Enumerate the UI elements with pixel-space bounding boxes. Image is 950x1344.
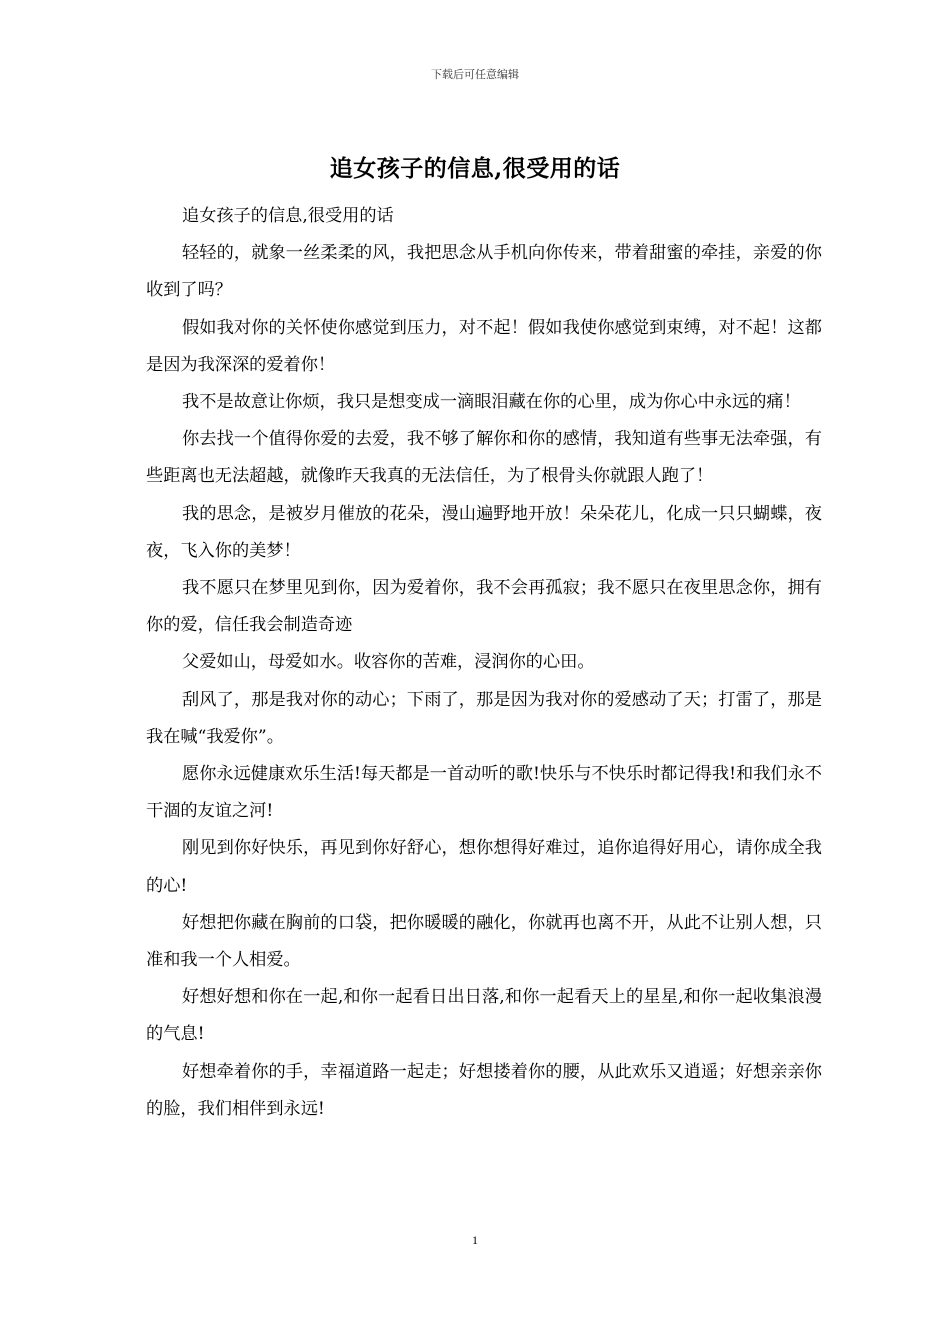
paragraph: 刮风了，那是我对你的动心；下雨了，那是因为我对你的爱感动了天；打雷了，那是我在喊“我爱你”。 xyxy=(146,689,822,747)
document-title: 追女孩子的信息,很受用的话 xyxy=(329,155,621,182)
paragraph: 好想好想和你在一起,和你一起看日出日落,和你一起看天上的星星,和你一起收集浪漫的气息! xyxy=(146,987,822,1045)
paragraph: 我不是故意让你烦，我只是想变成一滴眼泪藏在你的心里，成为你心中永远的痛！ xyxy=(182,392,801,413)
paragraph: 我不愿只在梦里见到你，因为爱着你，我不会再孤寂；我不愿只在夜里思念你，拥有你的爱，信任我会制造奇迹 xyxy=(146,578,822,636)
paragraph: 你去找一个值得你爱的去爱，我不够了解你和你的感情，我知道有些事无法牵强，有些距离也无法超越，就像昨天我真的无法信任，为了根骨头你就跟人跑了！ xyxy=(146,429,822,487)
paragraph: 愿你永远健康欢乐生活!每天都是一首动听的歌!快乐与不快乐时都记得我!和我们永不干涸的友谊之河! xyxy=(146,764,822,822)
paragraph: 假如我对你的关怀使你感觉到压力，对不起！假如我使你感觉到束缚，对不起！这都是因为我深深的爱着你！ xyxy=(146,317,822,375)
page-number: 1 xyxy=(472,1233,478,1247)
paragraph: 轻轻的，就象一丝柔柔的风，我把思念从手机向你传来，带着甜蜜的牵挂，亲爱的你收到了吗？ xyxy=(146,243,822,301)
paragraph: 父爱如山，母爱如水。收容你的苦难，浸润你的心田。 xyxy=(182,652,595,673)
paragraph: 追女孩子的信息,很受用的话 xyxy=(182,206,394,226)
document-body xyxy=(146,198,822,1128)
page-header-note: 下载后可任意编辑 xyxy=(431,68,519,81)
paragraph: 我的思念，是被岁月催放的花朵，漫山遍野地开放！朵朵花儿，化成一只只蝴蝶，夜夜，飞入你的美梦！ xyxy=(146,503,822,561)
paragraph: 好想把你藏在胸前的口袋，把你暖暖的融化，你就再也离不开，从此不让别人想，只准和我一个人相爱。 xyxy=(146,912,822,971)
paragraph: 刚见到你好快乐，再见到你好舒心，想你想得好难过，追你追得好用心，请你成全我的心! xyxy=(146,838,822,896)
paragraph: 好想牵着你的手，幸福道路一起走；好想搂着你的腰，从此欢乐又逍遥；好想亲亲你的脸，我们相伴到永远! xyxy=(146,1061,822,1119)
